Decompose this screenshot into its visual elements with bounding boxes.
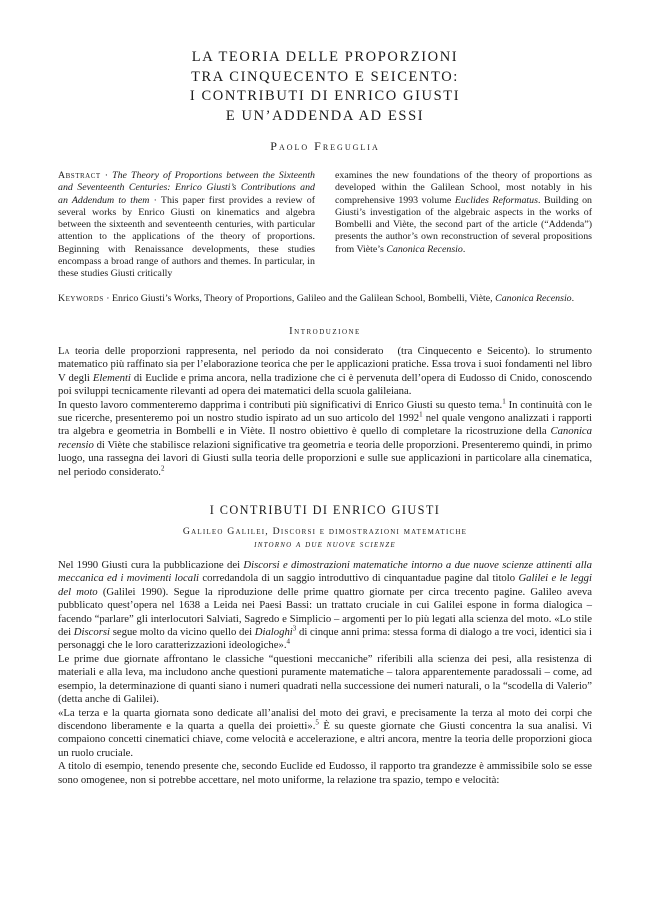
footnote-ref[interactable]: 3: [292, 624, 297, 633]
keywords-italic: Canonica Recensio: [495, 292, 572, 304]
footnote-ref[interactable]: 2: [160, 464, 165, 473]
keywords: [58, 293, 592, 305]
abstract-text: examines the new foundations of the theory of proportions as developed within the Galilean School, most notably in his comprehensive 1993 volume: [335, 170, 592, 206]
paragraph-italic: Galilei e le leggi del moto: [58, 572, 592, 598]
abstract-text: · This paper first provides a review of several works by Enrico Giusti on kinematics and algebra between the sixteenth and seventeenth centuries, with particular attention to the applications of the theory of proportions. Beginning with Renaissance developments, these studies encompass a broad range of authors and themes. In particular, in these studies Giusti critically: [58, 194, 315, 280]
paragraph: [58, 345, 592, 399]
paragraph: Le prime due giornate affrontano le classiche “questioni meccaniche” riferibili alla scienza dei pesi, alla resistenza di materiali e alla leva, ma includono anche questioni puramente matematiche – talora apparentemente paradossali – come, ad esempio, la determinazione di quanti siano i numeri quadrati nella successione dei numeri naturali, o la “scodella di Valerio” (detta anche di Galilei).: [58, 652, 592, 706]
section-heading-contributi: I CONTRIBUTI DI ENRICO GIUSTI: [209, 503, 441, 518]
abstract-separator: ·: [100, 170, 113, 181]
paragraph: [58, 399, 592, 479]
paragraph-text: segue molto da vicino quello dei: [110, 626, 255, 639]
subsection-line: Galileo Galilei, Discorsi e dimostrazioni matematiche: [182, 526, 468, 538]
keywords-text: · Enrico Giusti’s Works, Theory of Proportions, Galileo and the Galilean School, Bombelli, Viète,: [103, 292, 496, 304]
section-heading-introduzione: Introduzione: [289, 325, 361, 337]
paragraph: A titolo di esempio, tenendo presente che, secondo Euclide ed Eudosso, il rapporto tra grandezze è ammissibile solo se esse sono omogenee, non si potrebbe accettare, nel moto uniforme, la relazione tra spazio, tempo e velocità:: [58, 760, 592, 786]
abstract-english-title: The Theory of Proportions between the Sixteenth and Seventeenth Centuries: Enrico Giusti’s Contributions and an Addendum to them: [58, 170, 315, 206]
paragraph-text: (Galilei 1990). Segue la riproduzione delle prime quattro giornate per circa trecento pagine. Galileo aveva pubblicato quest’opera nel 1638 a Leida nei Paesi Bassi: un trattato cruciale in cui Galilei espone in forma dialogica – facendo “parlare” gli interlocutori Salviati, Sagredo e Simplicio – argomenti per lo più legati alla scienza del moto. «Lo stile dei: [58, 585, 592, 639]
paragraph-italic: Elementi: [92, 371, 131, 384]
paragraph-text: È su queste giornate che Giusti concentra la sua analisi. Vi compaiono concetti cinematici chiave, come velocità e accelerazione, e altri ancora, mentre la teoria delle proporzioni gioca un ruolo cruciale.: [58, 719, 592, 759]
subsection-line: intorno a due nuove scienze: [254, 538, 396, 550]
paragraph-text: di cinque anni prima: stessa forma di dialogo a tre voci, identici sia i personaggi che le loro caratterizzazioni ideologiche».: [58, 626, 592, 652]
paragraph-lead: La: [58, 344, 70, 357]
paragraph-text: nel quale vengono analizzati i rapporti tra algebra e geometria in Bombelli e in Viète. Il nostro obiettivo è quello di completare la ricostruzione della: [58, 412, 592, 438]
keywords-end: .: [571, 292, 575, 304]
abstract-column-left: [58, 170, 315, 281]
book-title: Euclides Reformatus: [454, 194, 538, 206]
footnote-ref[interactable]: 1: [419, 410, 423, 419]
paragraph-text: (tra Cinquecento e Seicento). lo strumento matematico più raffinato sia per l’elaborazione teorica che per le applicazioni pratiche. Essa trova i suoi fondamenti nel libro V degli: [58, 344, 592, 384]
paragraph-italic: Discorsi e dimostrazioni matematiche intorno a due nuove scienze attinenti alla meccanica ed i movimenti locali: [58, 559, 592, 585]
abstract-label: Abstract: [58, 170, 101, 181]
title-line: E UN’ADDENDA AD ESSI: [225, 107, 425, 124]
paragraph-text: In continuità con le sue ricerche, presenteremo poi un nostro studio ispirato ad un suo articolo del 1992: [58, 398, 592, 424]
paragraph-text: «La terza e la quarta giornata sono dedicate all’analisi del moto dei gravi, e precisamente la terza al moto dei corpi che discendono liberamente e la quarta a quella dei proietti».: [58, 706, 592, 732]
footnote-ref[interactable]: 1: [502, 397, 506, 406]
paragraph-text: di Viète che stabilisce relazioni significative tra geometria e teoria delle proporzioni. Presenteremo quindi, in primo luogo, una rassegna dei lavori di Giusti sulla teoria delle proporzioni e sulle sue applicazioni in particolare alla cinematica, nel periodo considerato.: [58, 438, 592, 478]
abstract: [58, 170, 592, 281]
title-line: LA TEORIA DELLE PROPORZIONI: [191, 49, 459, 65]
paragraph-text: Nel 1990 Giusti cura la pubblicazione dei: [58, 559, 244, 572]
paragraph: [58, 559, 592, 653]
footnote-ref[interactable]: 5: [315, 718, 319, 727]
title-line: I CONTRIBUTI DI ENRICO GIUSTI: [189, 88, 461, 104]
author-name: Paolo Freguglia: [270, 139, 380, 153]
book-title: Canonica Recensio: [386, 243, 463, 255]
footnote-ref[interactable]: 4: [286, 637, 290, 646]
paper-title: [58, 48, 592, 126]
abstract-text: . Building on Giusti’s investigation of the algebraic aspects in the works of Bombelli and Viète, the second part of the article (“Addenda”) presents the author’s own reconstruction of several propositions from Viète’s: [335, 194, 592, 255]
abstract-column-right: [335, 170, 592, 281]
paragraph-italic: Canonica recensio: [58, 425, 592, 451]
keywords-label: Keywords: [58, 292, 104, 304]
paragraph-text: corredandola di un saggio introduttivo di cinquantadue pagine dal titolo: [199, 572, 519, 585]
paragraph-text: In questo lavoro commenteremo dapprima i contributi più significativi di Enrico Giusti su questo tema.: [58, 398, 503, 411]
paragraph-text: teoria delle proporzioni rappresenta, nel periodo da noi considerato: [69, 344, 384, 357]
paragraph-italic: Dialoghi: [254, 626, 293, 639]
paragraph: [58, 707, 592, 761]
subsection-heading: [58, 526, 592, 551]
abstract-text: .: [462, 243, 466, 255]
paragraph-italic: Discorsi: [73, 626, 110, 639]
title-line: TRA CINQUECENTO E SEICENTO:: [191, 68, 459, 85]
paragraph-text: di Euclide e prima ancora, nella tradizione che ci è pervenuta dell’opera di Eudosso di Cnido, conoscendo poi sviluppi tecnicamente rilevanti ad opera dei matematici della scuola galileiana.: [58, 371, 592, 398]
